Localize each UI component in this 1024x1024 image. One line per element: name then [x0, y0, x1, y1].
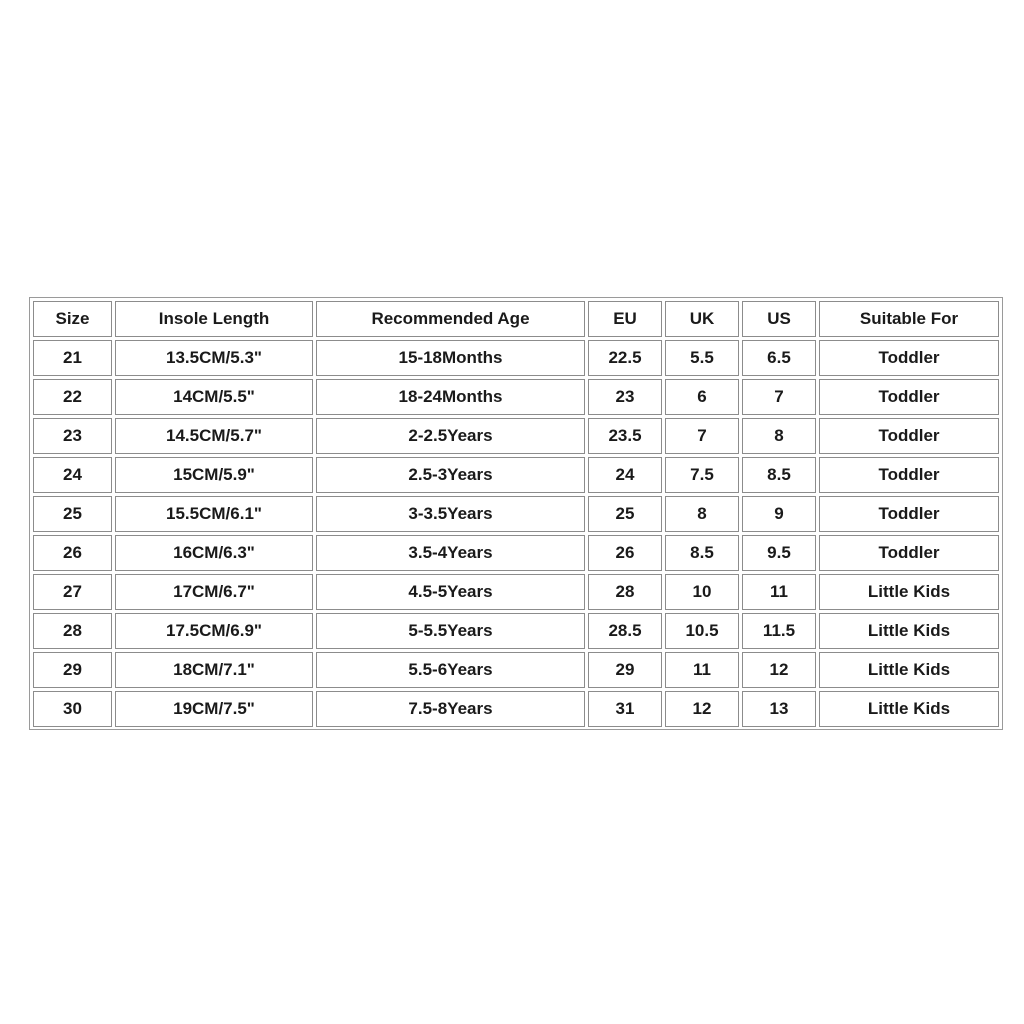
cell-uk: 12 — [665, 691, 739, 727]
cell-recommended-age: 3-3.5Years — [316, 496, 585, 532]
cell-suitable-for: Toddler — [819, 418, 999, 454]
table-row — [33, 652, 999, 688]
cell-recommended-age: 2.5-3Years — [316, 457, 585, 493]
cell-uk: 10 — [665, 574, 739, 610]
cell-insole-length: 15.5CM/6.1" — [115, 496, 313, 532]
cell-insole-length: 15CM/5.9" — [115, 457, 313, 493]
table-row — [33, 496, 999, 532]
size-chart — [29, 297, 1003, 730]
cell-suitable-for: Little Kids — [819, 574, 999, 610]
cell-recommended-age: 5-5.5Years — [316, 613, 585, 649]
cell-us: 8 — [742, 418, 816, 454]
cell-us: 12 — [742, 652, 816, 688]
cell-size: 25 — [33, 496, 112, 532]
cell-uk: 8.5 — [665, 535, 739, 571]
cell-suitable-for: Toddler — [819, 457, 999, 493]
header-row — [33, 301, 999, 337]
cell-us: 11 — [742, 574, 816, 610]
cell-recommended-age: 3.5-4Years — [316, 535, 585, 571]
cell-eu: 25 — [588, 496, 662, 532]
cell-uk: 8 — [665, 496, 739, 532]
size-chart-body — [33, 340, 999, 727]
cell-insole-length: 14.5CM/5.7" — [115, 418, 313, 454]
cell-size: 23 — [33, 418, 112, 454]
cell-uk: 6 — [665, 379, 739, 415]
cell-us: 9.5 — [742, 535, 816, 571]
cell-insole-length: 16CM/6.3" — [115, 535, 313, 571]
cell-suitable-for: Toddler — [819, 535, 999, 571]
cell-insole-length: 14CM/5.5" — [115, 379, 313, 415]
cell-uk: 7.5 — [665, 457, 739, 493]
table-row — [33, 457, 999, 493]
cell-suitable-for: Toddler — [819, 340, 999, 376]
cell-size: 26 — [33, 535, 112, 571]
cell-insole-length: 18CM/7.1" — [115, 652, 313, 688]
header-insole-length: Insole Length — [115, 301, 313, 337]
table-row — [33, 574, 999, 610]
cell-recommended-age: 7.5-8Years — [316, 691, 585, 727]
cell-insole-length: 13.5CM/5.3" — [115, 340, 313, 376]
cell-uk: 7 — [665, 418, 739, 454]
cell-insole-length: 17.5CM/6.9" — [115, 613, 313, 649]
cell-suitable-for: Little Kids — [819, 613, 999, 649]
size-chart-table — [30, 298, 1002, 730]
header-uk: UK — [665, 301, 739, 337]
cell-us: 6.5 — [742, 340, 816, 376]
header-suitable-for: Suitable For — [819, 301, 999, 337]
cell-size: 29 — [33, 652, 112, 688]
cell-suitable-for: Toddler — [819, 379, 999, 415]
cell-recommended-age: 5.5-6Years — [316, 652, 585, 688]
cell-recommended-age: 15-18Months — [316, 340, 585, 376]
cell-eu: 23.5 — [588, 418, 662, 454]
table-row — [33, 613, 999, 649]
cell-insole-length: 19CM/7.5" — [115, 691, 313, 727]
cell-uk: 10.5 — [665, 613, 739, 649]
cell-eu: 22.5 — [588, 340, 662, 376]
cell-size: 30 — [33, 691, 112, 727]
cell-us: 7 — [742, 379, 816, 415]
cell-size: 24 — [33, 457, 112, 493]
table-row — [33, 535, 999, 571]
cell-insole-length: 17CM/6.7" — [115, 574, 313, 610]
table-row — [33, 340, 999, 376]
header-us: US — [742, 301, 816, 337]
cell-recommended-age: 18-24Months — [316, 379, 585, 415]
cell-size: 27 — [33, 574, 112, 610]
cell-eu: 28 — [588, 574, 662, 610]
header-eu: EU — [588, 301, 662, 337]
table-row — [33, 418, 999, 454]
cell-size: 22 — [33, 379, 112, 415]
cell-recommended-age: 4.5-5Years — [316, 574, 585, 610]
table-row — [33, 379, 999, 415]
cell-eu: 26 — [588, 535, 662, 571]
cell-size: 28 — [33, 613, 112, 649]
cell-us: 11.5 — [742, 613, 816, 649]
cell-eu: 23 — [588, 379, 662, 415]
cell-us: 8.5 — [742, 457, 816, 493]
cell-us: 13 — [742, 691, 816, 727]
cell-us: 9 — [742, 496, 816, 532]
cell-eu: 24 — [588, 457, 662, 493]
cell-recommended-age: 2-2.5Years — [316, 418, 585, 454]
cell-suitable-for: Little Kids — [819, 691, 999, 727]
cell-uk: 11 — [665, 652, 739, 688]
cell-eu: 31 — [588, 691, 662, 727]
cell-size: 21 — [33, 340, 112, 376]
cell-eu: 28.5 — [588, 613, 662, 649]
header-recommended-age: Recommended Age — [316, 301, 585, 337]
cell-eu: 29 — [588, 652, 662, 688]
header-size: Size — [33, 301, 112, 337]
cell-suitable-for: Toddler — [819, 496, 999, 532]
cell-suitable-for: Little Kids — [819, 652, 999, 688]
table-row — [33, 691, 999, 727]
cell-uk: 5.5 — [665, 340, 739, 376]
